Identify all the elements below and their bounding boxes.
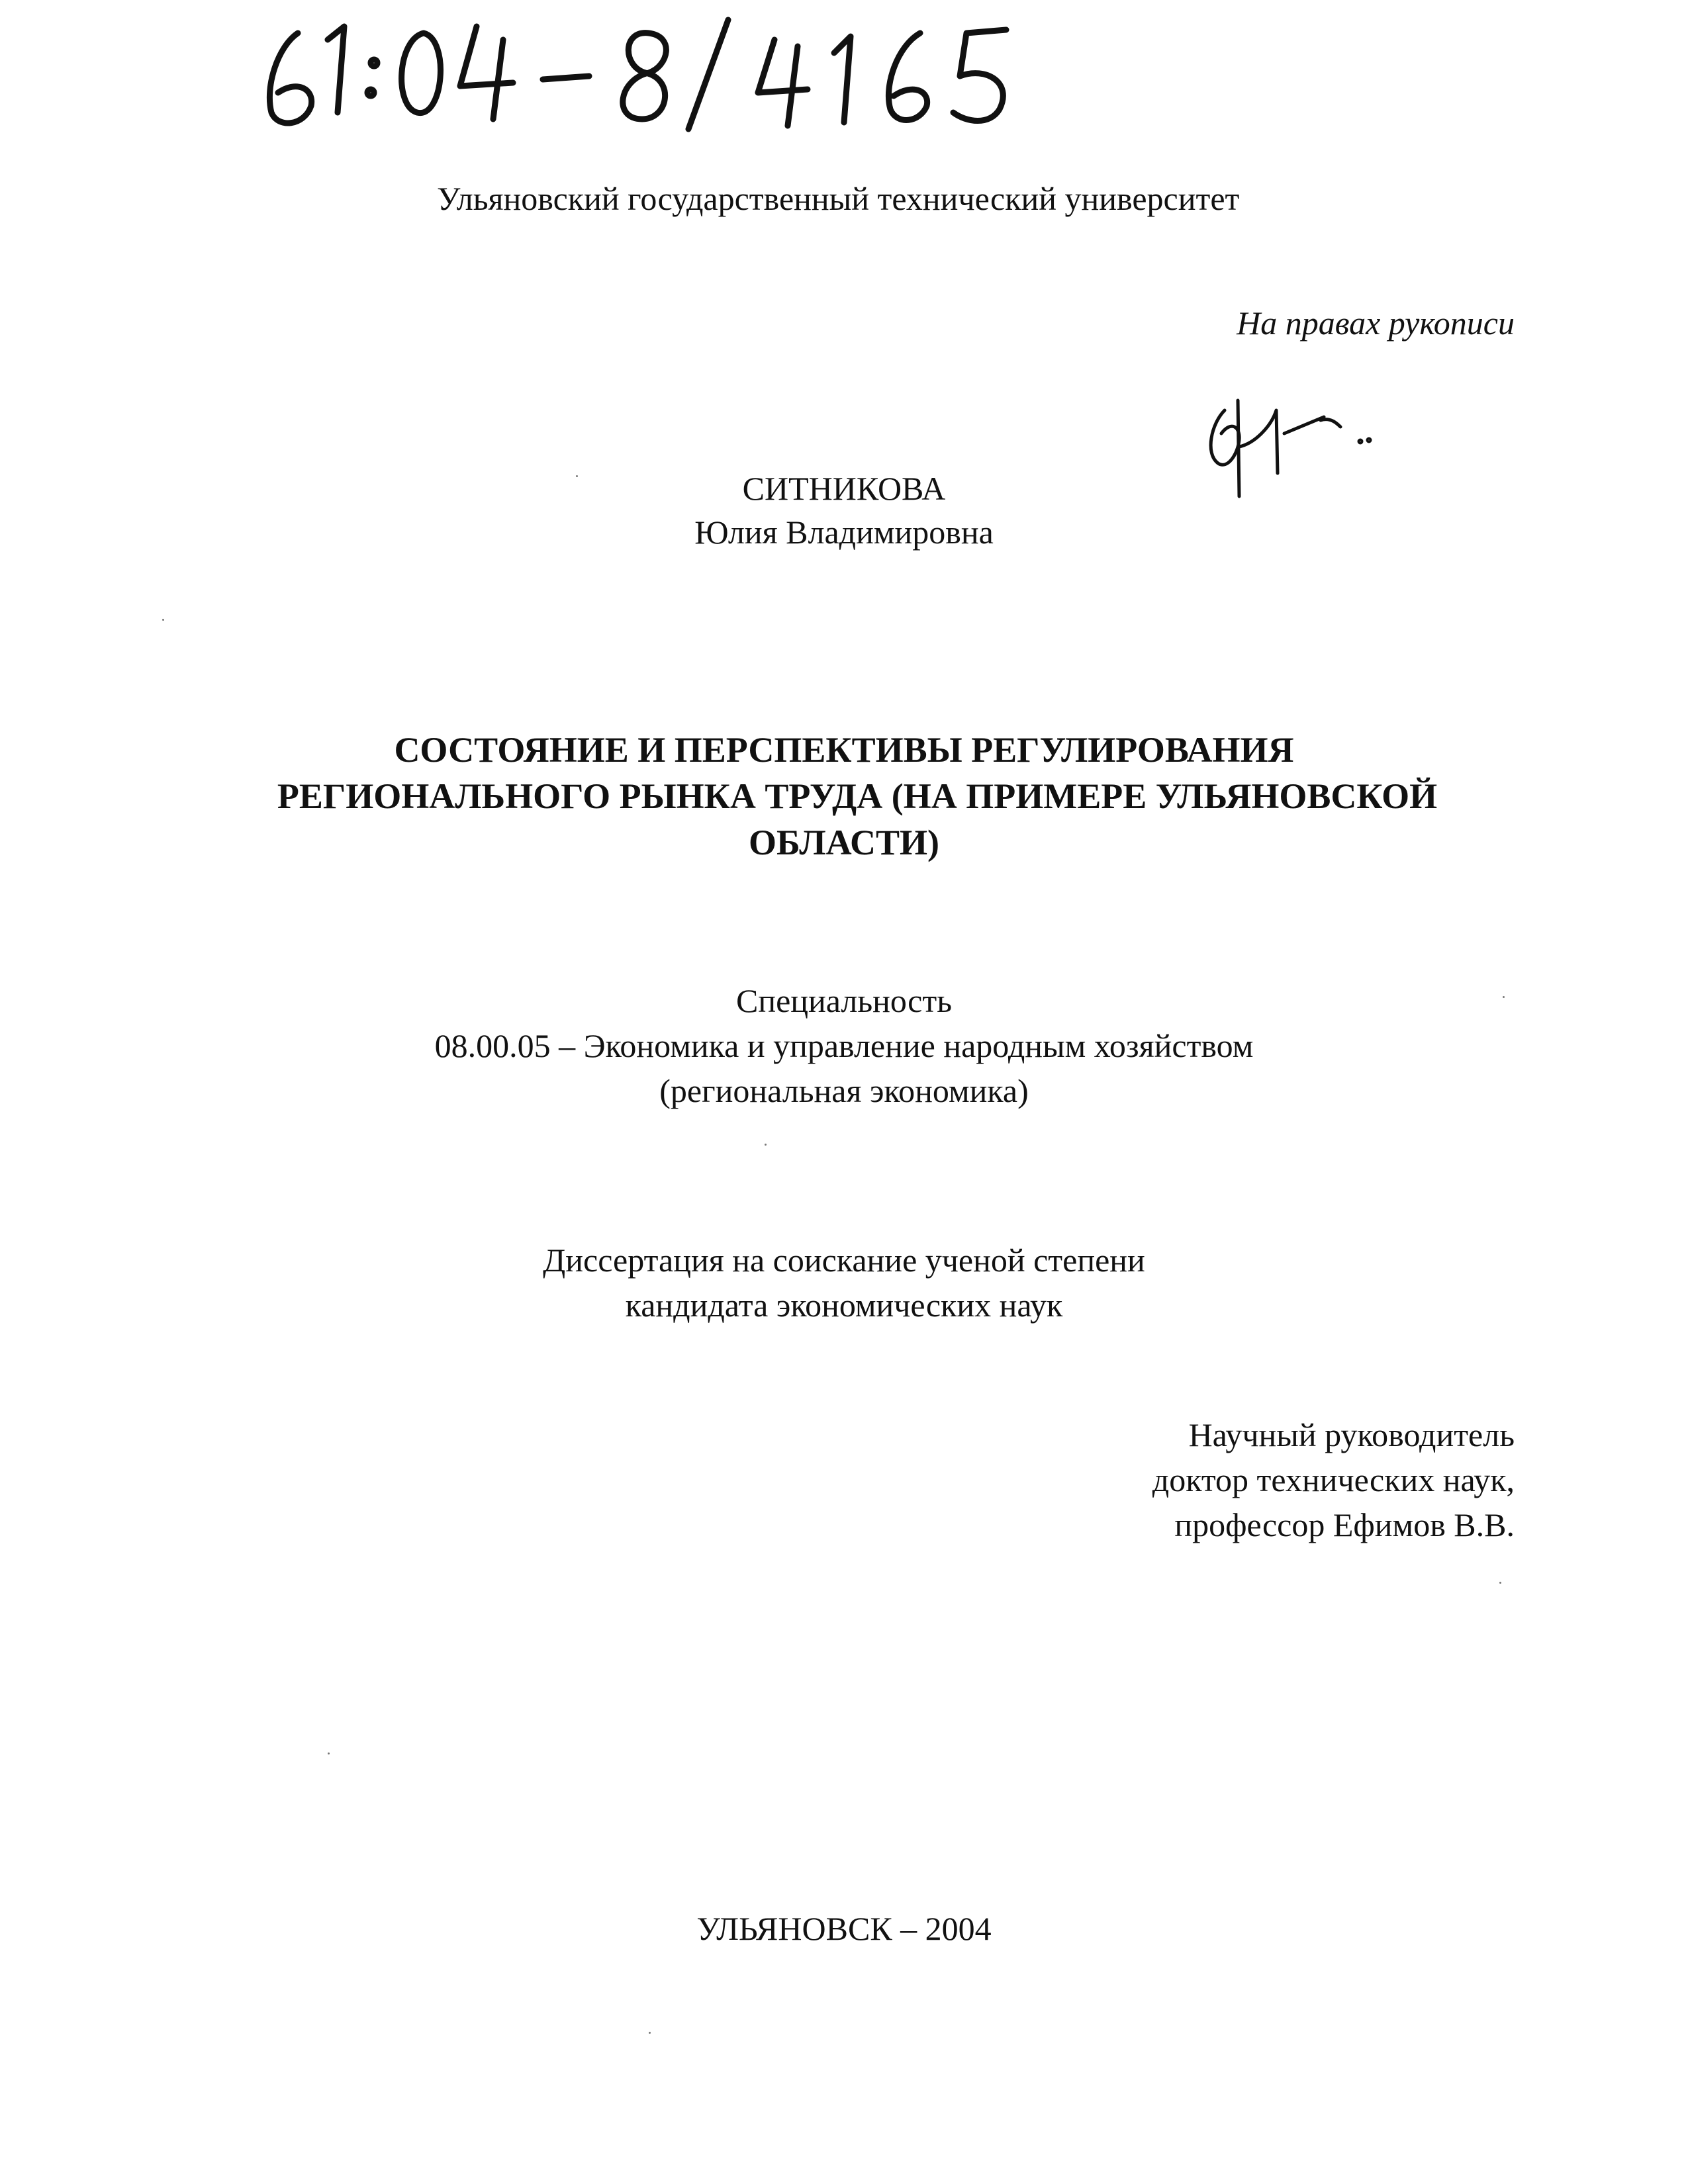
advisor-degree: доктор технических наук, (1152, 1461, 1515, 1498)
scan-speck (328, 1752, 330, 1754)
scan-speck (162, 619, 164, 621)
scan-speck (576, 475, 578, 477)
manuscript-note: На правах рукописи (1237, 304, 1515, 341)
title-line-2: РЕГИОНАЛЬНОГО РЫНКА ТРУДА (НА ПРИМЕРЕ УЛЬЯНОВСКОЙ (277, 776, 1438, 816)
specialty-label: Специальность (735, 982, 953, 1019)
title-line-1: СОСТОЯНИЕ И ПЕРСПЕКТИВЫ РЕГУЛИРОВАНИЯ (394, 730, 1294, 770)
scan-speck (649, 2032, 651, 2034)
scan-speck (1499, 1582, 1501, 1584)
city-year: УЛЬЯНОВСК – 2004 (696, 1910, 992, 1947)
university-name: Ульяновский государственный технический университет (437, 180, 1240, 217)
dissertation-line-1: Диссертация на соискание ученой степени (543, 1242, 1145, 1279)
advisor-role: Научный руководитель (1188, 1416, 1515, 1453)
specialty-code: 08.00.05 – Экономика и управление народным хозяйством (434, 1027, 1254, 1064)
handwritten-archive-number (252, 13, 1112, 139)
dissertation-line-2: кандидата экономических наук (625, 1287, 1063, 1324)
author-given-names: Юлия Владимировна (694, 514, 994, 551)
advisor-name: профессор Ефимов В.В. (1174, 1506, 1515, 1543)
scan-speck (765, 1144, 767, 1146)
scan-speck (1503, 996, 1505, 998)
specialty-subfield: (региональная экономика) (659, 1072, 1029, 1109)
title-line-3: ОБЛАСТИ) (749, 823, 939, 862)
author-surname: СИТНИКОВА (742, 470, 946, 507)
